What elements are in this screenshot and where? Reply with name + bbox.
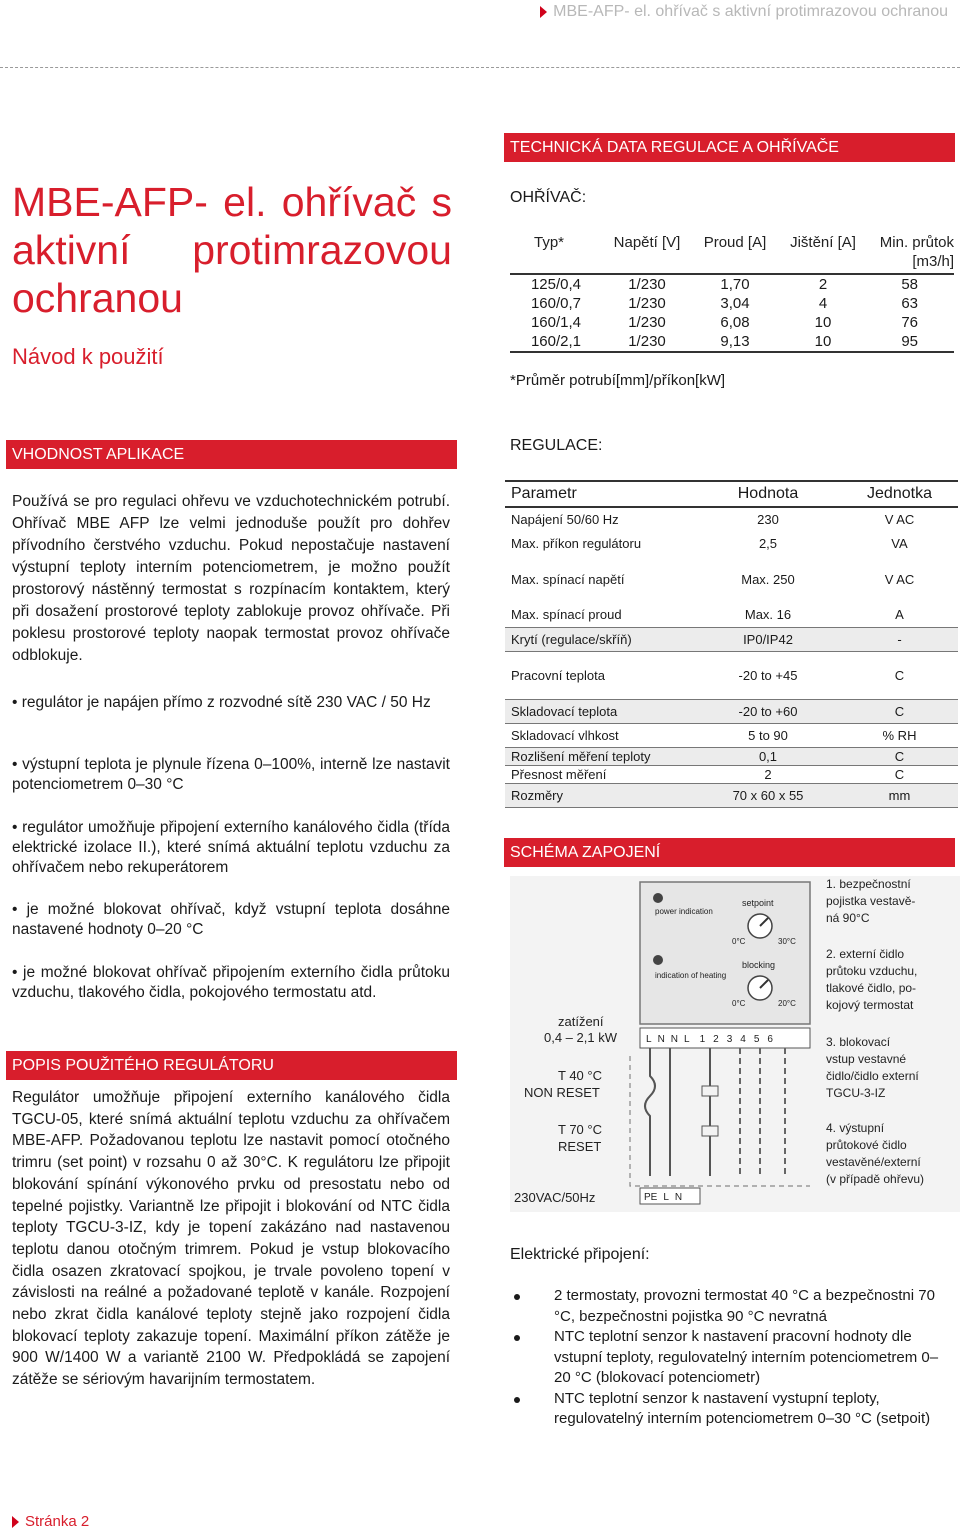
cell: mm bbox=[835, 783, 958, 807]
cell: 160/0,7 bbox=[530, 295, 582, 312]
legend-item-2: 2. externí čidlo průtoku vzduchu, tlakové čidlo, po-kojový termostat bbox=[826, 947, 918, 1012]
supply-label: 230VAC/50Hz bbox=[514, 1190, 596, 1205]
suitability-heading: VHODNOST APLIKACE bbox=[6, 440, 457, 469]
load-label: zatížení bbox=[558, 1014, 604, 1029]
cell: 95 bbox=[901, 333, 918, 350]
cell: 1/230 bbox=[628, 333, 666, 350]
table-row bbox=[505, 783, 958, 807]
heating-led-icon bbox=[653, 955, 663, 965]
cell: 76 bbox=[901, 314, 918, 331]
table-row bbox=[505, 567, 958, 591]
heater-table bbox=[510, 233, 954, 353]
cell: 5 to 90 bbox=[748, 727, 788, 743]
cell: C bbox=[835, 747, 958, 765]
cell: Pracovní teplota bbox=[511, 667, 605, 683]
table-row bbox=[505, 507, 958, 531]
sensor-wires bbox=[740, 1048, 785, 1176]
spacer-row bbox=[505, 687, 958, 699]
power-indication-label: power indication bbox=[655, 907, 713, 916]
table-row bbox=[510, 294, 954, 313]
cell: 10 bbox=[814, 333, 832, 350]
spacer-row bbox=[505, 591, 958, 603]
bullet-item: • regulátor je napájen přímo z rozvodné sítě 230 VAC / 50 Hz bbox=[12, 694, 431, 711]
cell: Rozlišení měření teploty bbox=[505, 747, 695, 765]
table-row bbox=[510, 274, 954, 294]
page-footer bbox=[12, 1513, 89, 1530]
thermostat-40-icon bbox=[702, 1086, 718, 1096]
cell: 160/2,1 bbox=[530, 333, 582, 350]
cell: Skladovací teplota bbox=[505, 699, 695, 723]
table-row bbox=[505, 747, 958, 765]
setpoint-max-label: 30°C bbox=[778, 937, 796, 946]
description-text: Regulátor umožňuje připojení externího kanálového čidla TGCU-05, které snímá aktuální teplotu vzduchu za ohřívačem MBE-AFP. Požadovanou teplotu lze nastavit pomocí otočného trimru (set point) v rozsahu 0 až 30°C. K regulátoru lze připojit blokování spínání výkonového prvku od presostatu nebo od tepelné pojistky. Variantně lze připojit i blokování od NTC čidla teploty TGCU-3-IZ, kdy je topení zakázáno nad nastavenou teplotu danou otočným trimrem. Pokud je vstup blokovacího čidla osazen zkratovací spojkou, je trvale povoleno topení v závislosti na reálné a požadované teplotě v kanále. Rozpojení nebo zkrat čidla kanálové teploty stejně jako rozpojení čidla blokovací teploty zakazuje topení. Maximální příkon zátěže je 900 W/1400 W a variantě 2100 W. Předpokládá se zapojení zátěže se sériovým havarijním termostatem. bbox=[12, 1089, 450, 1389]
suitability-text: Používá se pro regulaci ohřevu ve vzduchotechnickém potrubí. Ohřívač MBE AFP lze velmi jednoduše použít pro dohřev přívodního čerstvého vzduchu. Pokud nepostačuje nastavení výstupní teploty interním potenciometrem, je možno použít prostorový nástěnný termostat s rozpínacím kontaktem, který při dosažení prostorové teploty zablokuje provoz ohřívače. Při poklesu prostorové teploty naopak termostat provoz ohřívače odblokuje. bbox=[12, 493, 450, 664]
cell: -20 to +60 bbox=[695, 699, 835, 723]
caret-right-icon bbox=[540, 6, 547, 18]
supply-terminal-label: PE L N bbox=[644, 1192, 683, 1203]
page-subtitle: Návod k použití bbox=[12, 344, 164, 369]
heater-col-flow: Min. průtok [m3/h] bbox=[879, 234, 954, 270]
heater-col-voltage: Napětí [V] bbox=[613, 234, 681, 251]
spacer-row bbox=[505, 651, 958, 663]
cell: Max. spínací napětí bbox=[511, 571, 625, 587]
table-row bbox=[510, 313, 954, 332]
cell: Krytí (regulace/skříň) bbox=[505, 627, 695, 651]
cell: 2,5 bbox=[758, 535, 778, 551]
legend-item-4: 4. výstupní průtokové čidlo vestavěné/externí (v případě ohřevu) bbox=[826, 1121, 925, 1186]
reg-col-value: Hodnota bbox=[695, 481, 835, 507]
table-row bbox=[505, 699, 958, 723]
header-title: MBE-AFP- el. ohřívač s aktivní protimrazovou ochranou bbox=[553, 3, 948, 20]
table-row bbox=[505, 627, 958, 651]
cell: Napájení 50/60 Hz bbox=[511, 512, 619, 527]
cell: 230 bbox=[757, 512, 779, 527]
list-item: NTC teplotní senzor k nastavení vystupní teploty, regulovatelný interním potenciometrem 0–30 °C (setpoit) bbox=[514, 1389, 954, 1430]
setpoint-label: setpoint bbox=[742, 898, 774, 908]
table-row bbox=[505, 603, 958, 627]
cell: IP0/IP42 bbox=[695, 627, 835, 651]
heater-col-fuse: Jištění [A] bbox=[790, 234, 856, 251]
terminal-label: L N N L 1 2 3 4 5 6 bbox=[646, 1034, 776, 1045]
wiring-diagram bbox=[510, 876, 960, 1212]
cell: 1/230 bbox=[628, 295, 666, 312]
load-range-label: 0,4 – 2,1 kW bbox=[544, 1030, 617, 1045]
cell: 3,04 bbox=[720, 295, 750, 312]
cell: 58 bbox=[901, 276, 918, 293]
regulation-table bbox=[505, 480, 958, 808]
bullet-item: • je možné blokovat ohřívač připojením externího čidla průtoku vzduchu, tlakového čidla, pokojového termostatu atd. bbox=[12, 964, 450, 1001]
heating-indication-label: indication of heating bbox=[655, 971, 727, 980]
cell: Max. spínací proud bbox=[511, 607, 622, 623]
power-led-icon bbox=[653, 893, 663, 903]
cell: 1/230 bbox=[628, 314, 666, 331]
cell: C bbox=[894, 766, 905, 782]
cell: 4 bbox=[818, 295, 828, 312]
blocking-label: blocking bbox=[742, 960, 776, 970]
cell: C bbox=[894, 667, 905, 683]
cell: Skladovací vlhkost bbox=[511, 727, 619, 743]
cell: A bbox=[895, 607, 904, 623]
blocking-max-label: 20°C bbox=[778, 999, 796, 1008]
cell: 6,08 bbox=[720, 314, 750, 331]
reg-col-parameter: Parametr bbox=[505, 481, 695, 507]
setpoint-min-label: 0°C bbox=[732, 937, 746, 946]
cell: 63 bbox=[901, 295, 918, 312]
electrical-list bbox=[514, 1286, 954, 1430]
cell: 2 bbox=[818, 276, 828, 293]
cell: V AC bbox=[884, 512, 915, 527]
schema-heading: SCHÉMA ZAPOJENÍ bbox=[504, 838, 955, 867]
heater-label: OHŘÍVAČ: bbox=[510, 189, 587, 206]
bullet-item: • je možné blokovat ohřívač, když vstupní teplota dosáhne nastavené hodnoty 0–20 °C bbox=[12, 901, 450, 938]
cell: 1,70 bbox=[720, 276, 750, 293]
cell: Max. 16 bbox=[744, 607, 792, 623]
tech-data-heading: TECHNICKÁ DATA REGULACE A OHŘÍVAČE bbox=[504, 133, 955, 162]
enclosure-outline bbox=[630, 1056, 810, 1186]
bullet-item: • regulátor umožňuje připojení externího kanálového čidla (třída elektrické izolace II.), které snímá aktuální teplotu vzduchu za ohřívačem nebo rekuperátorem bbox=[12, 819, 450, 876]
cell: 125/0,4 bbox=[530, 276, 582, 293]
cell: 1/230 bbox=[628, 276, 666, 293]
cell: 0,1 bbox=[695, 747, 835, 765]
bullet-item: • výstupní teplota je plynule řízena 0–100%, interně lze nastavit potenciometrem 0–30 °C bbox=[12, 756, 450, 793]
heater-wire bbox=[645, 1048, 655, 1176]
heater-header-row bbox=[510, 233, 954, 274]
heater-col-current: Proud [A] bbox=[703, 234, 767, 251]
cell: 160/1,4 bbox=[530, 314, 582, 331]
description-heading: POPIS POUŽITÉHO REGULÁTORU bbox=[6, 1051, 457, 1080]
cell: % RH bbox=[882, 727, 917, 743]
cell: C bbox=[835, 699, 958, 723]
thermostat-40-label: T 40 °C bbox=[558, 1068, 602, 1083]
cell: Přesnost měření bbox=[511, 766, 607, 782]
list-item: 2 termostaty, provozni termostat 40 °C a bezpečnostni 70 °C, bezpečnostni pojistka 90 °C nevratná bbox=[514, 1286, 954, 1327]
cell: Max. 250 bbox=[741, 571, 795, 587]
blocking-min-label: 0°C bbox=[732, 999, 746, 1008]
regulation-label: REGULACE: bbox=[510, 437, 603, 454]
non-reset-label: NON RESET bbox=[524, 1085, 600, 1100]
page-number: Stránka 2 bbox=[25, 1513, 90, 1530]
cell: V AC bbox=[884, 571, 915, 587]
cell: Rozměry bbox=[505, 783, 695, 807]
cell: 70 x 60 x 55 bbox=[695, 783, 835, 807]
reg-col-unit: Jednotka bbox=[835, 481, 958, 507]
running-header bbox=[540, 3, 948, 21]
electrical-heading: Elektrické připojení: bbox=[510, 1246, 650, 1263]
spacer-row bbox=[505, 555, 958, 567]
regulation-header-row bbox=[505, 481, 958, 507]
document-title bbox=[12, 178, 452, 370]
heater-note: *Průměr potrubí[mm]/příkon[kW] bbox=[510, 372, 726, 389]
table-row bbox=[505, 723, 958, 747]
thermostat-70-label: T 70 °C bbox=[558, 1122, 602, 1137]
cell: VA bbox=[891, 535, 908, 551]
legend-item-3: 3. blokovací vstup vestavné čidlo/čidlo externí TGCU-3-IZ bbox=[826, 1035, 919, 1100]
list-item: NTC teplotní senzor k nastavení pracovní hodnoty dle vstupní teploty, regulovatelný interním potenciometrem 0–20 °C (blokovací potenciometr) bbox=[514, 1327, 954, 1389]
reset-label: RESET bbox=[558, 1139, 602, 1154]
cell: - bbox=[835, 627, 958, 651]
wiring-diagram-svg bbox=[510, 876, 960, 1212]
thermostat-70-icon bbox=[702, 1126, 718, 1136]
cell: 2 bbox=[764, 766, 772, 782]
table-row bbox=[510, 332, 954, 352]
table-row bbox=[505, 663, 958, 687]
table-row bbox=[505, 765, 958, 783]
cell: -20 to +45 bbox=[738, 667, 798, 683]
page-title: MBE-AFP- el. ohřívač s aktivní protimrazovou ochranou bbox=[12, 179, 452, 321]
cell: 9,13 bbox=[720, 333, 750, 350]
table-row bbox=[505, 531, 958, 555]
legend-item-1: 1. bezpečnostní pojistka vestavě-ná 90°C bbox=[826, 877, 916, 925]
header-divider bbox=[0, 67, 960, 68]
cell: 10 bbox=[814, 314, 832, 331]
caret-right-icon bbox=[12, 1516, 19, 1528]
heater-col-type: Typ* bbox=[534, 234, 565, 251]
cell: Max. příkon regulátoru bbox=[511, 535, 642, 551]
